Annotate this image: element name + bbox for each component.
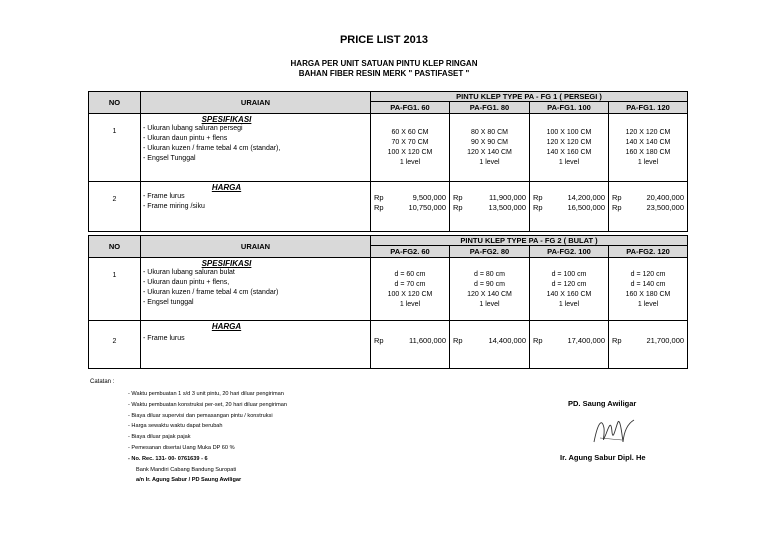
price-value: 14,400,000 [488,336,526,345]
spec-line: - Ukuran kuzen / frame tebal 4 cm (standar) [143,289,279,296]
spec-value: 120 X 140 CM [467,149,512,156]
currency-label: Rp [374,203,384,212]
spec-values [609,258,688,321]
spec-values [530,258,609,321]
spec-line: - Ukuran daun pintu + flens, [143,279,230,286]
spec-value: d = 80 cm [474,271,505,278]
currency-label: Rp [374,336,384,345]
spec-value: 1 level [399,301,421,308]
row-number: 1 [89,114,141,182]
harga-heading: HARGA [211,322,242,331]
spec-value: 70 X 70 CM [391,139,429,146]
spec-value: 1 level [637,159,659,166]
spec-line: - Ukuran lubang saluran bulat [143,269,235,276]
harga-heading: HARGA [211,183,242,192]
spec-value: 1 level [479,301,500,308]
spec-value: 160 X 180 CM [625,149,671,156]
model-header: PA-FG1. 100 [530,102,609,114]
price-value: 17,400,000 [567,336,605,345]
spec-value: 160 X 180 CM [625,291,671,298]
note-item: - Waktu pembuatan 1 s/d 3 unit pintu, 20 hari diluar pengiriman [128,391,284,397]
row-number: 1 [89,258,141,321]
spec-value: 120 X 120 CM [546,139,592,146]
spec-value: 1 level [637,301,659,308]
spec-value: 100 X 120 CM [387,291,433,298]
header-uraian: URAIAN [141,92,371,114]
type-title: PINTU KLEP TYPE PA - FG 1 ( PERSEGI ) [371,92,688,102]
model-header: PA-FG2. 100 [530,246,609,258]
price-line: - Frame lurus [143,193,185,200]
price-value: 21,700,000 [646,336,685,345]
spec-description [141,114,371,182]
price-cell [371,321,450,369]
spec-value: d = 60 cm [394,271,426,278]
spec-value: 60 X 60 CM [391,129,429,136]
spec-line: - Ukuran kuzen / frame tebal 4 cm (standar), [143,145,281,152]
spec-value: 140 X 160 CM [546,291,592,298]
model-header: PA-FG1. 60 [371,102,450,114]
page-title: PRICE LIST 2013 [339,34,429,46]
note-item: - Harga sewaktu waktu dapat berubah [128,423,223,430]
price-value: 23,500,000 [646,203,685,212]
price-cell [450,182,530,232]
spec-values [530,114,609,182]
price-cell [530,182,609,232]
spec-line: - Engsel tunggal [143,299,194,306]
currency-label: Rp [533,203,543,212]
spec-value: 1 level [479,159,500,166]
spec-value: 100 X 100 CM [546,129,592,136]
note-item: - Waktu pembuatan konstruksi per-set, 20 hari diluar pengiriman [128,401,287,408]
note-item: - No. Rec. 131- 00- 0761639 - 6 [128,455,208,462]
price-value: 11,600,000 [409,336,446,345]
spec-description [141,258,371,321]
subtitle-line-2: BAHAN FIBER RESIN MERK " PASTIFASET " [298,69,470,78]
note-item: - Biaya diluar pajak pajak [128,434,191,441]
spec-value: d = 100 cm [551,271,587,278]
price-value: 20,400,000 [646,193,685,202]
header-no: NO [89,92,141,114]
spec-values [371,258,450,321]
note-item: - Pemesanan disertai Uang Muka DP 60 % [128,444,235,451]
spec-values [609,114,688,182]
signature-image [592,412,638,452]
price-value: 14,200,000 [567,193,605,202]
spec-value: 90 X 90 CM [471,139,508,146]
price-value: 13,500,000 [488,203,526,212]
spec-value: d = 70 cm [394,281,426,288]
spec-value: 100 X 120 CM [387,149,433,156]
currency-label: Rp [374,193,384,202]
spec-value: 1 level [558,159,580,166]
price-line: - Frame miring /siku [143,203,205,210]
spec-value: d = 140 cm [630,281,666,288]
company-name: PD. Saung Awiligar [568,399,637,408]
price-value: 10,750,000 [408,203,446,212]
price-description [141,321,371,369]
row-number: 2 [89,182,141,232]
currency-label: Rp [453,336,463,345]
currency-label: Rp [612,336,622,345]
price-value: 9,500,000 [412,193,446,202]
price-table-fg1 [88,91,688,232]
spec-value: 1 level [399,159,421,166]
price-cell [530,321,609,369]
spec-value: 140 X 160 CM [546,149,592,156]
subtitle-line-1: HARGA PER UNIT SATUAN PINTU KLEP RINGAN [290,59,478,68]
model-header: PA-FG2. 60 [371,246,450,258]
spec-value: d = 120 cm [630,271,666,278]
price-line: - Frame lurus [143,335,185,342]
currency-label: Rp [612,203,622,212]
spec-line: - Ukuran lubang saluran persegi [143,125,243,132]
model-header: PA-FG2. 120 [609,246,688,258]
spec-values [450,258,530,321]
price-table-fg2 [88,235,688,369]
header-uraian: URAIAN [141,236,371,258]
model-header: PA-FG1. 120 [609,102,688,114]
currency-label: Rp [612,193,622,202]
currency-label: Rp [453,203,463,212]
spec-value: 1 level [558,301,580,308]
spec-value: 120 X 120 CM [625,129,671,136]
price-value: 11,900,000 [489,193,526,202]
spec-value: 120 X 140 CM [467,291,512,298]
notes-label: Catatan : [90,379,115,385]
currency-label: Rp [533,336,543,345]
note-item: a/n Ir. Agung Sabur / PD Saung Awiligar [136,477,242,484]
price-cell [609,182,688,232]
note-item: - Biaya diluar supervisi dan pemasangan pintu / konstruksi [128,412,273,419]
note-item: Bank Mandiri Cabang Bandung Suropati [136,466,237,473]
spec-line: - Engsel Tunggal [143,155,196,162]
price-cell [371,182,450,232]
spec-values [450,114,530,182]
spec-line: - Ukuran daun pintu + flens [143,135,228,142]
price-cell [450,321,530,369]
signer-name: Ir. Agung Sabur Dipl. He [560,453,646,462]
model-header: PA-FG1. 80 [450,102,530,114]
notes-list [128,389,287,486]
row-number: 2 [89,321,141,369]
header-no: NO [89,236,141,258]
spec-value: d = 90 cm [474,281,505,288]
currency-label: Rp [533,193,543,202]
spec-value: 80 X 80 CM [471,129,508,136]
spec-value: d = 120 cm [551,281,587,288]
price-cell [609,321,688,369]
spesifikasi-heading: SPESIFIKASI [201,259,252,268]
model-header: PA-FG2. 80 [450,246,530,258]
price-description [141,182,371,232]
price-value: 16,500,000 [567,203,605,212]
currency-label: Rp [453,193,463,202]
spec-value: 140 X 140 CM [625,139,671,146]
spesifikasi-heading: SPESIFIKASI [201,115,252,124]
spec-values [371,114,450,182]
type-title: PINTU KLEP TYPE PA - FG 2 ( BULAT ) [371,236,688,246]
